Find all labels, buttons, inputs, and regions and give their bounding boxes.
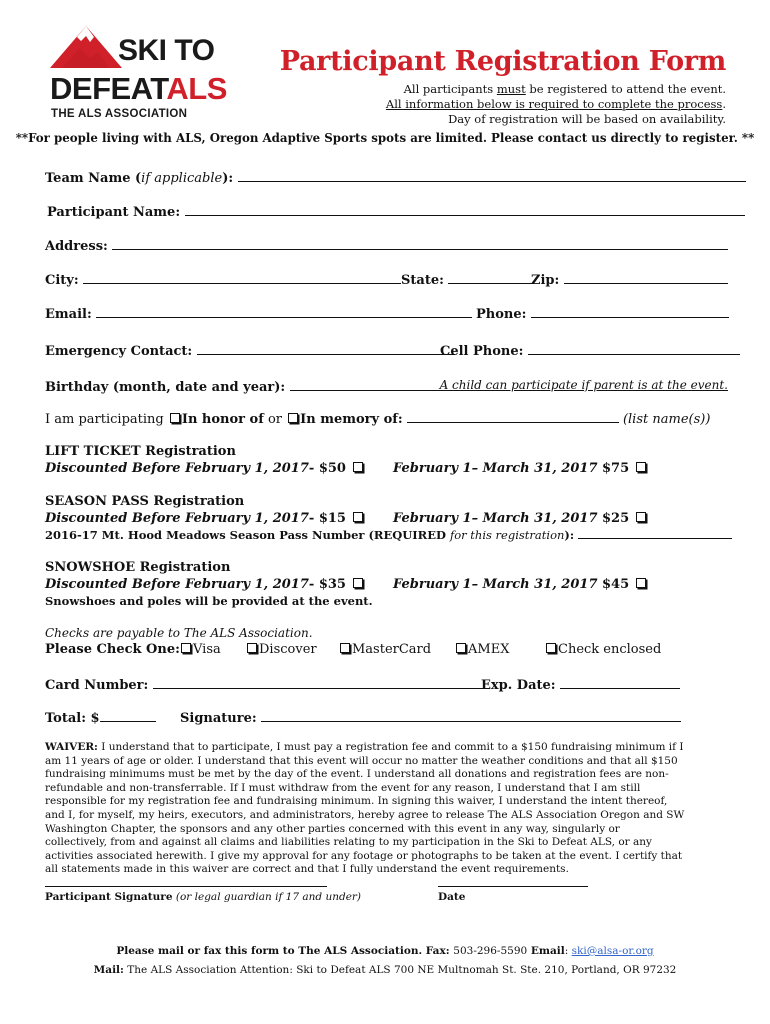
memory-names-input[interactable]	[407, 410, 619, 423]
season-pass-heading: SEASON PASS Registration	[45, 494, 245, 509]
season-early-checkbox[interactable]	[353, 512, 363, 522]
snowshoe-early-option[interactable]: Discounted Before February 1, 2017- $35	[45, 577, 365, 592]
participating-row: I am participating In honor of or In memory of: (list name(s))	[45, 412, 711, 427]
date-line[interactable]	[438, 886, 588, 887]
card-number-field[interactable]: Card Number:	[45, 676, 490, 693]
visa-option[interactable]: Visa	[179, 642, 221, 657]
snowshoe-note: Snowshoes and poles will be provided at the event.	[45, 594, 373, 608]
intro-line-3: Day of registration will be based on availability.	[448, 112, 726, 126]
season-pass-number-field[interactable]: 2016-17 Mt. Hood Meadows Season Pass Number (REQUIRED for this registration):	[45, 528, 732, 542]
date-label: Date	[438, 891, 466, 903]
lift-early-option[interactable]: Discounted Before February 1, 2017- $50	[45, 461, 365, 476]
city-field[interactable]: City:	[45, 271, 401, 288]
team-name-field[interactable]: Team Name (if applicable):	[45, 169, 746, 186]
checks-payable-note: Checks are payable to The ALS Association.	[45, 626, 313, 640]
check-enclosed-checkbox[interactable]	[546, 643, 556, 653]
intro-line-2: All information below is required to complete the process.	[385, 97, 726, 111]
season-late-checkbox[interactable]	[636, 512, 646, 522]
lift-ticket-heading: LIFT TICKET Registration	[45, 444, 236, 459]
state-field[interactable]: State:	[401, 271, 534, 288]
logo-text-defeat-als: DEFEATALS	[50, 71, 227, 106]
check-one-label: Please Check One:	[45, 642, 180, 657]
footer-contact-line: Please mail or fax this form to The ALS Association. Fax: 503-296-5590 Email: ski@alsa-or.org	[116, 945, 654, 957]
discover-option[interactable]: Discover	[245, 642, 317, 657]
intro-line-1: All participants must be registered to attend the event.	[403, 82, 726, 96]
email-field[interactable]: Email:	[45, 305, 472, 322]
footer-mail-line: Mail: The ALS Association Attention: Ski to Defeat ALS 700 NE Multnomah St. Ste. 210, Portland, OR 97232	[93, 964, 677, 976]
zip-field[interactable]: Zip:	[531, 271, 728, 288]
page-title: Participant Registration Form	[279, 46, 726, 77]
ales-spots-note: **For people living with ALS, Oregon Adaptive Sports spots are limited. Please contact us directly to register. **	[15, 131, 755, 145]
season-early-option[interactable]: Discounted Before February 1, 2017- $15	[45, 511, 365, 526]
participant-signature-label: Participant Signature (or legal guardian if 17 and under)	[45, 891, 362, 903]
address-field[interactable]: Address:	[45, 237, 728, 254]
cell-phone-field[interactable]: Cell Phone:	[440, 342, 740, 359]
participant-name-field[interactable]: Participant Name:	[47, 203, 745, 220]
logo-text-ski-to: SKI TO	[118, 34, 215, 67]
logo-text-als-association: THE ALS ASSOCIATION	[51, 108, 188, 120]
discover-checkbox[interactable]	[247, 643, 257, 653]
season-late-option[interactable]: February 1– March 31, 2017 $25	[393, 511, 648, 526]
exp-date-field[interactable]: Exp. Date:	[481, 676, 680, 693]
lift-early-checkbox[interactable]	[353, 462, 363, 472]
waiver-text: WAIVER: I understand that to participate, I must pay a registration fee and commit to a $150 fundraising minimum if I am 11 years of age or older. I understand that this event will occur no matter the weather conditions and that all $150 fundraising minimums must be met by the day of the event. I understand all donations and registration fees are non-refundable and non-transferrable. If I must withdraw from the event for any reason, I understand that I am still responsible for my registration fee and fundraising minimum. In signing this waiver, I understand the intent thereof, and I, for myself, my heirs, executors, and administrators, hereby agree to release The ALS Association Oregon and SW Washington Chapter, the sponsors and any other parties concerned with this event in any way, singularly or collectively, from and against all claims and liabilities relating to my participation in the Ski to Defeat ALS, or any activities associated herewith. I give my approval for any footage or photographs to be taken at the event. I certify that all statements made in this waiver are correct and that I fully understand the event requirements.	[45, 741, 685, 876]
mountain-logo-icon	[50, 24, 122, 72]
lift-late-checkbox[interactable]	[636, 462, 646, 472]
mastercard-checkbox[interactable]	[340, 643, 350, 653]
snowshoe-heading: SNOWSHOE Registration	[45, 560, 231, 575]
snowshoe-early-checkbox[interactable]	[353, 578, 363, 588]
birthday-field[interactable]: Birthday (month, date and year):	[45, 378, 464, 395]
logo	[48, 24, 248, 124]
emergency-contact-field[interactable]: Emergency Contact:	[45, 342, 455, 359]
honor-checkbox[interactable]	[170, 413, 180, 423]
amex-checkbox[interactable]	[456, 643, 466, 653]
total-field[interactable]: Total: $	[45, 709, 156, 726]
email-link[interactable]: ski@alsa-or.org	[571, 945, 654, 957]
check-enclosed-option[interactable]: Check enclosed	[544, 642, 661, 657]
amex-option[interactable]: AMEX	[454, 642, 509, 657]
snowshoe-late-option[interactable]: February 1– March 31, 2017 $45	[393, 577, 648, 592]
mastercard-option[interactable]: MasterCard	[338, 642, 431, 657]
lift-late-option[interactable]: February 1– March 31, 2017 $75	[393, 461, 648, 476]
participant-signature-line[interactable]	[45, 886, 327, 887]
visa-checkbox[interactable]	[181, 643, 191, 653]
child-note: A child can participate if parent is at the event.	[439, 378, 728, 392]
payment-signature-field[interactable]: Signature:	[180, 709, 681, 726]
phone-field[interactable]: Phone:	[476, 305, 729, 322]
memory-checkbox[interactable]	[288, 413, 298, 423]
snowshoe-late-checkbox[interactable]	[636, 578, 646, 588]
